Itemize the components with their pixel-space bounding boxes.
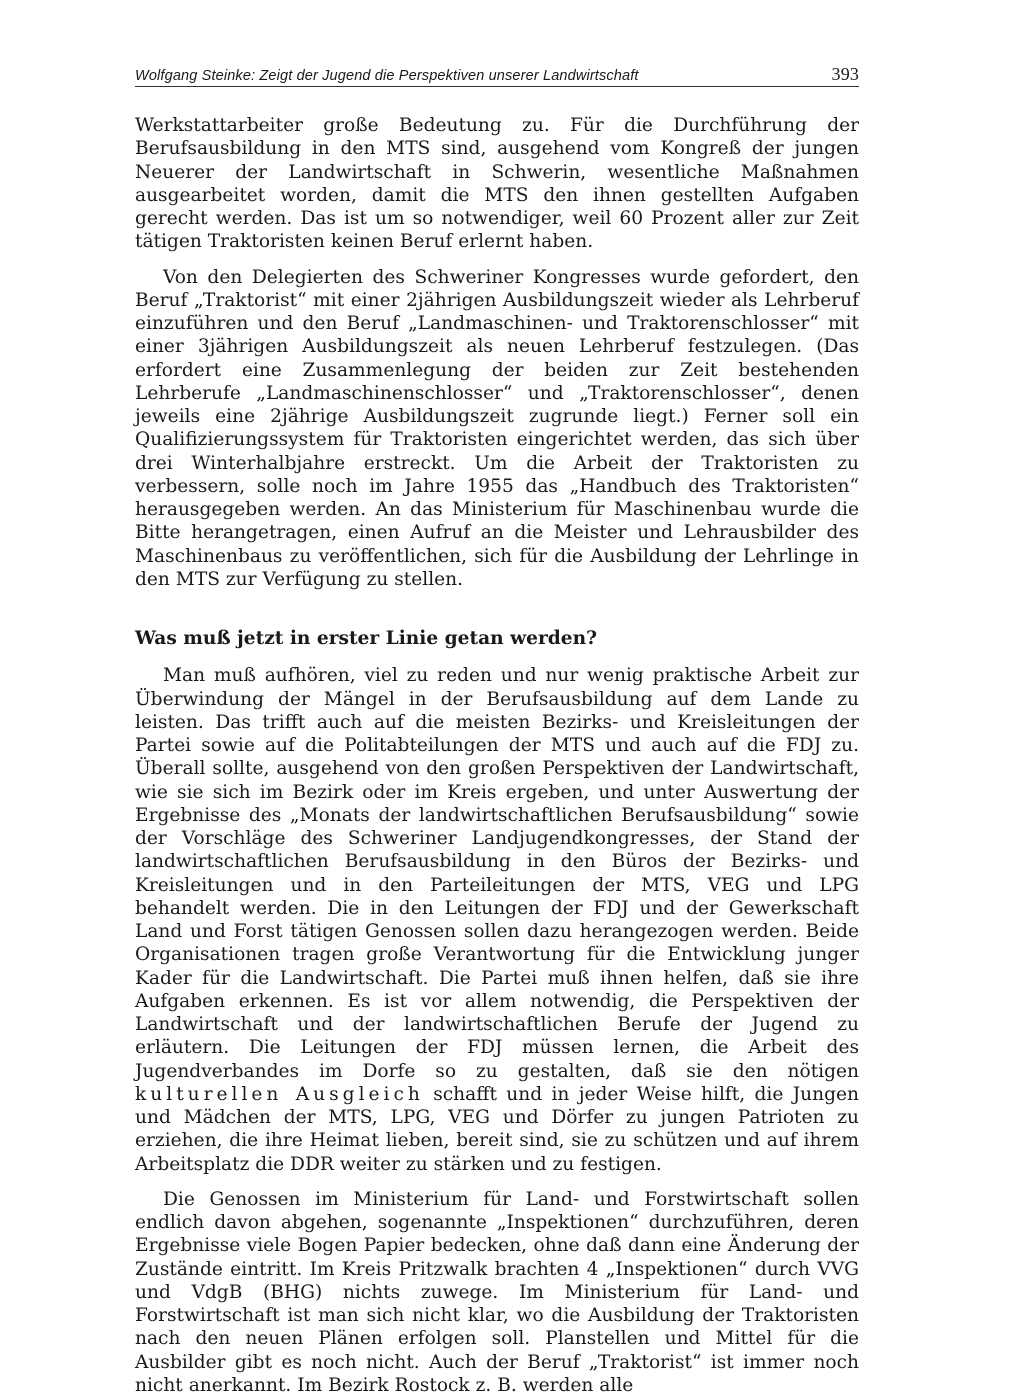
emphasized-spaced-text: kulturellen Ausgleich (135, 1083, 424, 1105)
section-heading: Was muß jetzt in erster Linie getan werden? (135, 628, 598, 649)
header-rule (135, 86, 859, 87)
paragraph-measures-part-1: Man muß aufhören, viel zu reden und nur wenig praktische Arbeit zur Überwindung der Mängel in der Berufsausbildung auf dem Lande zu leisten. Das trifft auch auf die meisten Bezirks- und Kreisleitungen der Partei sowie auf die Politabteilungen der MTS und auch auf die FDJ zu. Überall sollte, ausgehend von den großen Perspektiven der Landwirtschaft, wie sie sich im Bezirk oder im Kreis ergeben, und unter Auswertung der Ergebnisse des „Monats der landwirtschaftlichen Berufsausbildung“ sowie der Vorschläge des Schweriner Landjugendkongresses, der Stand der landwirtschaftlichen Berufsausbildung in den Büros der Bezirks- und Kreisleitungen und in den Parteileitungen der MTS, VEG und LPG behandelt werden. Die in den Leitungen der FDJ und der Gewerkschaft Land und Forst tätigen Genossen sollen dazu herangezogen werden. Beide Organisationen tragen große Verantwortung für die Entwicklung junger Kader für die Landwirtschaft. Die Partei muß ihnen helfen, daß sie ihre Aufgaben erkennen. Es ist vor allem notwendig, die Perspektiven der Landwirtschaft und der landwirtschaftlichen Berufe der Jugend zu erläutern. Die Leitungen der FDJ müssen lernen, die Arbeit des Jugendverbandes im Dorfe so zu gestalten, daß sie den nötigen (135, 665, 859, 1082)
paragraph-ministry: Die Genossen im Ministerium für Land- und Forstwirtschaft sollen endlich davon abgehen, sogenannte „Inspektionen“ durchzuführen, deren Ergebnisse viele Bogen Papier bedecken, ohne daß dann eine Änderung der Zustände eintritt. Im Kreis Pritzwalk brachten 4 „Inspektionen“ durch VVG und VdgB (BHG) nichts zuwege. Im Ministerium für Land- und Forstwirtschaft ist man sich nicht klar, wo die Ausbildung der Traktoristen nach den neuen Plänen erfolgen soll. Planstellen und Mittel für die Ausbilder gibt es noch nicht. Auch der Beruf „Traktorist“ ist immer noch nicht anerkannt. Im Bezirk Rostock z. B. werden alle (135, 1188, 859, 1396)
paragraph-congress-demands: Von den Delegierten des Schweriner Kongresses wurde gefordert, den Beruf „Traktorist“ mit einer 2jährigen Ausbildungszeit wieder als Lehrberuf einzuführen und den Beruf „Landmaschinen- und Traktorenschlosser“ mit einer 3jährigen Ausbildungszeit als neuen Lehrberuf festzulegen. (Das erfordert eine Zusammenlegung der beiden zur Zeit bestehenden Lehrberufe „Landmaschinenschlosser“ und „Traktorenschlosser“, denen jeweils eine 2jährige Ausbildungszeit zugrunde liegt.) Ferner soll ein Qualifizierungssystem für Traktoristen eingerichtet werden, das sich über drei Winterhalbjahre erstreckt. Um die Arbeit der Traktoristen zu verbessern, solle noch im Jahre 1955 das „Handbuch des Traktoristen“ herausgegeben werden. An das Ministerium für Maschinenbau wurde die Bitte herangetragen, einen Aufruf an die Meister und Lehrausbilder des Maschinenbaus zu veröffentlichen, sich für die Ausbildung der Lehrlinge in den MTS zur Verfügung zu stellen. (135, 266, 859, 590)
page-number: 393 (831, 64, 859, 84)
running-title: Wolfgang Steinke: Zeigt der Jugend die Perspektiven unserer Landwirtschaft (135, 68, 639, 84)
paragraph-measures-part-2: schafft und in jeder Weise hilft, die Jungen und Mädchen der MTS, LPG, VEG und Dörfer zu jungen Patrioten zu erziehen, die ihre Heimat lieben, bereit sind, sie zu schützen und auf ihrem Arbeitsplatz die DDR weiter zu stärken und zu festigen. (135, 1083, 859, 1175)
paragraph-measures (135, 664, 859, 1176)
running-head (135, 64, 859, 85)
body-text (135, 114, 859, 1397)
paragraph-continued: Werkstattarbeiter große Bedeutung zu. Für die Durchführung der Berufsausbildung in den MTS sind, ausgehend vom Kongreß der jungen Neuerer der Landwirtschaft in Schwerin, wesentliche Maßnahmen ausgearbeitet worden, damit die MTS den ihnen gestellten Aufgaben gerecht werden. Das ist um so notwendiger, weil 60 Prozent aller zur Zeit tätigen Traktoristen keinen Beruf erlernt haben. (135, 115, 859, 253)
